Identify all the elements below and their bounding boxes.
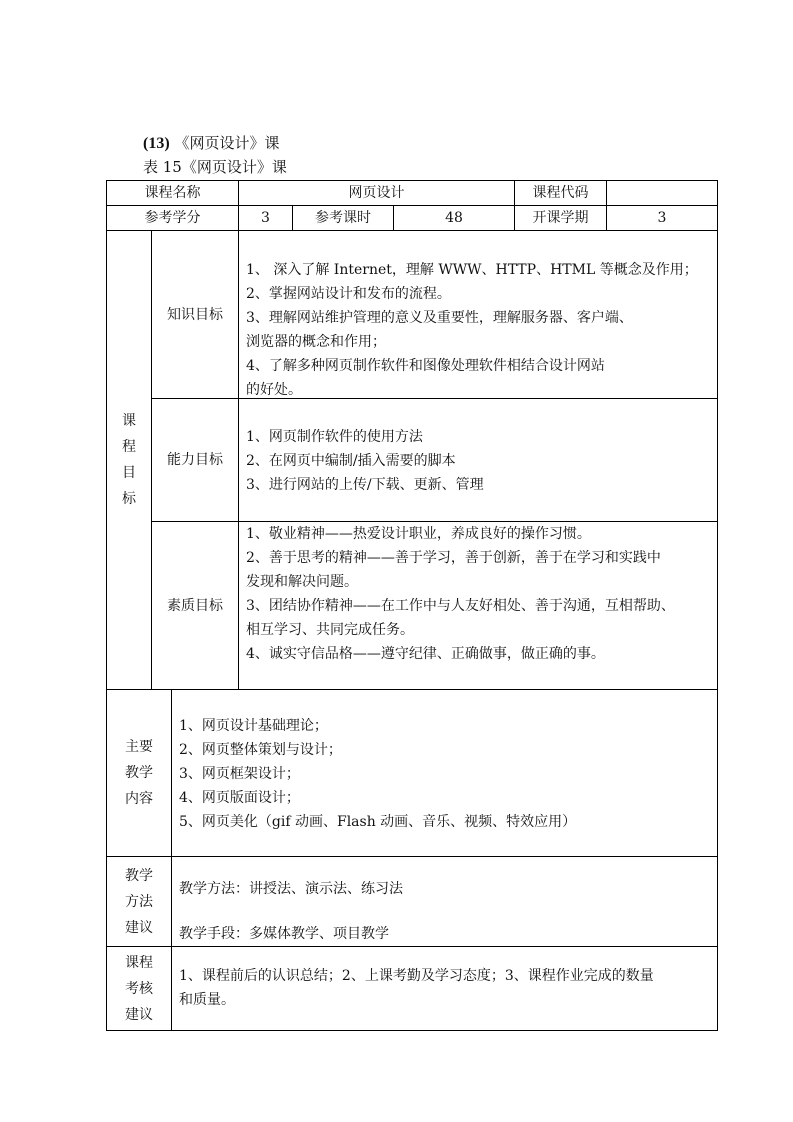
objectives-label-char: 程 — [122, 439, 136, 455]
semester-value: 3 — [657, 210, 667, 226]
course-name-label-cell — [106, 180, 239, 206]
table-caption: 表 15《网页设计》课 — [143, 158, 287, 176]
content-line: 4、网页版面设计； — [179, 790, 300, 806]
ability-line: 2、在网页中编制/插入需要的脚本 — [246, 453, 456, 469]
quality-label: 素质目标 — [167, 597, 223, 614]
credits-value-cell — [238, 205, 293, 231]
content-label-line: 内容 — [125, 791, 153, 807]
knowledge-label: 知识目标 — [167, 306, 223, 323]
ability-label-cell — [151, 398, 239, 522]
knowledge-content-cell — [238, 230, 718, 399]
ability-line: 1、网页制作软件的使用方法 — [246, 429, 423, 445]
content-line: 5、网页美化（gif 动画、Flash 动画、音乐、视频、特效应用） — [179, 814, 577, 830]
content-cell — [171, 689, 718, 857]
objectives-label-cell — [106, 230, 152, 690]
hours-label: 参考课时 — [315, 210, 371, 226]
knowledge-line: 3、理解网站维护管理的意义及重要性，理解服务器、客户端、 — [246, 310, 633, 326]
ability-content — [246, 425, 484, 497]
ability-line: 3、进行网站的上传/下载、更新、管理 — [246, 477, 484, 493]
section-number: (13) — [143, 135, 170, 152]
knowledge-line: 4、了解多种网页制作软件和图像处理软件相结合设计网站 — [246, 358, 605, 374]
content-label-cell — [106, 689, 172, 857]
knowledge-content — [246, 258, 698, 402]
assessment-label-line: 建议 — [125, 1006, 153, 1023]
course-code-value — [607, 181, 717, 205]
section-title: 《网页设计》课 — [174, 134, 280, 152]
ability-content-cell — [238, 398, 718, 522]
course-name-value: 网页设计 — [348, 185, 405, 201]
content-line: 1、网页设计基础理论； — [179, 718, 328, 734]
quality-line: 2、善于思考的精神——善于学习，善于创新，善于在学习和实践中 — [246, 550, 661, 566]
assessment-label-line: 课程 — [125, 954, 153, 971]
content-line: 3、网页框架设计； — [179, 766, 300, 782]
quality-content-cell — [238, 521, 718, 690]
methods-label-line: 方法 — [125, 893, 153, 910]
quality-line: 发现和解决问题。 — [246, 574, 358, 590]
methods-label-cell — [106, 856, 172, 947]
quality-label-cell — [151, 521, 239, 690]
assessment-cell — [171, 946, 718, 1031]
semester-value-cell — [606, 205, 718, 231]
content-label-line: 教学 — [125, 765, 153, 781]
semester-label: 开课学期 — [532, 210, 589, 226]
knowledge-line: 1、 深入了解 Internet，理解 WWW、HTTP、HTML 等概念及作用； — [246, 262, 698, 278]
semester-label-cell — [514, 205, 607, 231]
content-list — [179, 714, 576, 834]
knowledge-line: 2、掌握网站设计和发布的流程。 — [246, 286, 451, 302]
teaching-method: 教学方法：讲授法、演示法、练习法 — [179, 881, 403, 897]
course-code-label-cell — [514, 180, 607, 206]
objectives-label-char: 课 — [122, 413, 136, 429]
ability-label: 能力目标 — [167, 452, 223, 468]
section-heading — [143, 133, 279, 154]
quality-line: 3、团结协作精神——在工作中与人友好相处、善于沟通，互相帮助、 — [246, 598, 675, 614]
credits-value: 3 — [261, 210, 270, 226]
content-label-line: 主要 — [125, 739, 153, 755]
knowledge-line: 的好处。 — [246, 382, 302, 398]
credits-label: 参考学分 — [144, 210, 201, 226]
assessment-line: 1、课程前后的认识总结；2、上课考勤及学习态度；3、课程作业完成的数量 — [179, 968, 654, 984]
course-code-value-cell — [606, 180, 718, 206]
course-name-value-cell — [238, 180, 515, 206]
credits-label-cell — [106, 205, 239, 231]
quality-line: 相互学习、共同完成任务。 — [246, 622, 414, 638]
assessment-content — [179, 964, 654, 1012]
knowledge-label-cell — [151, 230, 239, 399]
course-code-label: 课程代码 — [532, 185, 589, 201]
objectives-label-char: 标 — [122, 491, 136, 507]
assessment-label-line: 考核 — [125, 980, 153, 997]
assessment-line: 和质量。 — [179, 992, 235, 1008]
methods-label-line: 建议 — [125, 919, 153, 936]
teaching-means: 教学手段：多媒体教学、项目教学 — [179, 926, 389, 942]
hours-value-cell — [393, 205, 515, 231]
methods-cell — [171, 856, 718, 947]
objectives-label-char: 目 — [122, 465, 136, 481]
assessment-label-cell — [106, 946, 172, 1031]
knowledge-line: 浏览器的概念和作用； — [246, 334, 386, 350]
content-line: 2、网页整体策划与设计； — [179, 742, 342, 758]
course-name-label: 课程名称 — [144, 185, 201, 201]
hours-value: 48 — [445, 210, 463, 226]
methods-label-line: 教学 — [125, 867, 153, 884]
hours-label-cell — [292, 205, 394, 231]
quality-content — [246, 522, 675, 666]
quality-line: 4、诚实守信品格——遵守纪律、正确做事，做正确的事。 — [246, 646, 605, 662]
quality-line: 1、敬业精神——热爱设计职业，养成良好的操作习惯。 — [246, 526, 591, 542]
